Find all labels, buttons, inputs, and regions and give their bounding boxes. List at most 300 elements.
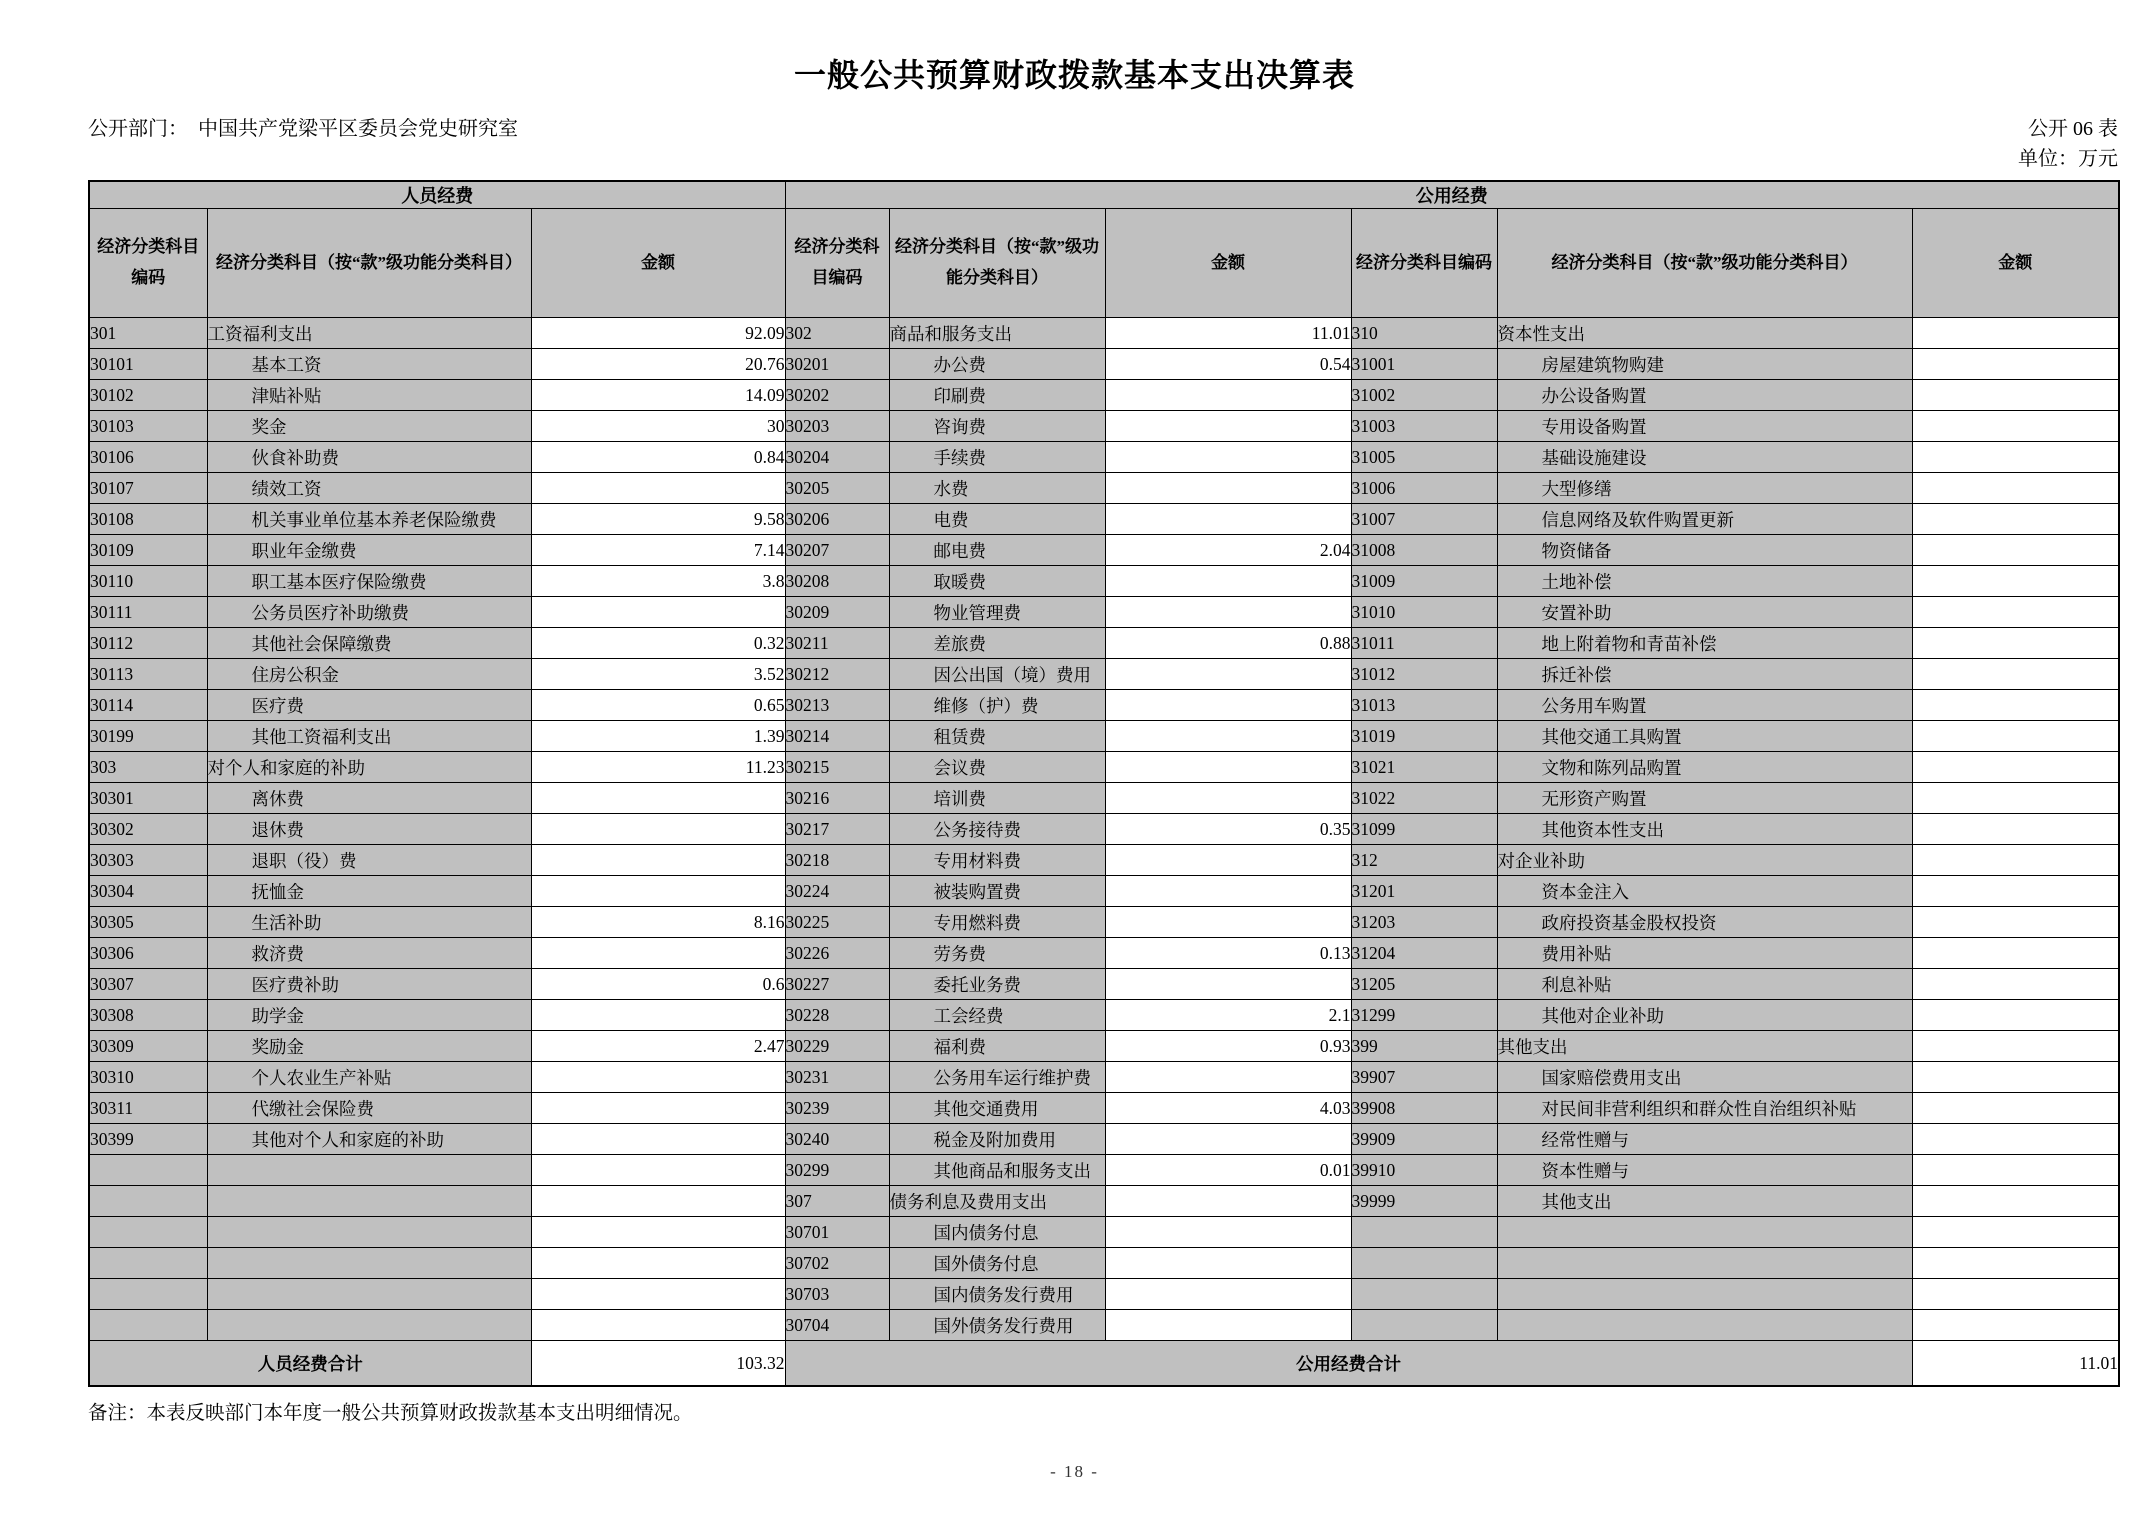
group-header-public: 公用经费 [785, 181, 2119, 209]
amount-cell: 30 [531, 411, 785, 442]
amount-cell [1912, 473, 2119, 504]
amount-cell: 0.93 [1105, 1031, 1351, 1062]
subject-cell: 安置补助 [1497, 597, 1912, 628]
amount-cell: 92.09 [531, 318, 785, 349]
table-row [89, 1310, 2119, 1341]
code-cell: 30301 [89, 783, 207, 814]
code-cell: 31204 [1351, 938, 1497, 969]
subject-cell [1497, 1310, 1912, 1341]
doc-info [2018, 114, 2118, 174]
amount-cell [1912, 411, 2119, 442]
code-cell [1351, 1217, 1497, 1248]
table-row [89, 1217, 2119, 1248]
amount-cell [1105, 659, 1351, 690]
code-cell: 31001 [1351, 349, 1497, 380]
code-cell: 30205 [785, 473, 889, 504]
subject-cell: 其他交通工具购置 [1497, 721, 1912, 752]
code-cell: 30309 [89, 1031, 207, 1062]
code-cell: 30311 [89, 1093, 207, 1124]
amount-cell [1105, 969, 1351, 1000]
table-row [89, 566, 2119, 597]
code-cell: 31003 [1351, 411, 1497, 442]
subject-cell: 其他支出 [1497, 1186, 1912, 1217]
amount-cell [1105, 907, 1351, 938]
amount-cell [531, 1279, 785, 1310]
subject-cell: 手续费 [889, 442, 1105, 473]
subject-cell: 代缴社会保险费 [207, 1093, 531, 1124]
subject-cell: 对个人和家庭的补助 [207, 752, 531, 783]
code-cell: 30211 [785, 628, 889, 659]
subject-cell: 国家赔偿费用支出 [1497, 1062, 1912, 1093]
code-cell: 31201 [1351, 876, 1497, 907]
amount-cell [1912, 845, 2119, 876]
amount-cell [1105, 1310, 1351, 1341]
amount-cell [531, 1310, 785, 1341]
subject-cell: 住房公积金 [207, 659, 531, 690]
code-cell: 30101 [89, 349, 207, 380]
subject-cell: 基本工资 [207, 349, 531, 380]
code-cell [89, 1279, 207, 1310]
amount-cell [1105, 876, 1351, 907]
subject-cell [207, 1155, 531, 1186]
subject-cell: 劳务费 [889, 938, 1105, 969]
amount-cell: 0.65 [531, 690, 785, 721]
subject-cell: 工会经费 [889, 1000, 1105, 1031]
code-cell: 30113 [89, 659, 207, 690]
code-cell: 30110 [89, 566, 207, 597]
code-cell: 30226 [785, 938, 889, 969]
amount-cell: 1.39 [531, 721, 785, 752]
amount-cell [1912, 1155, 2119, 1186]
subject-cell: 电费 [889, 504, 1105, 535]
subject-cell [1497, 1279, 1912, 1310]
subject-cell: 国外债务付息 [889, 1248, 1105, 1279]
subject-cell: 其他对企业补助 [1497, 1000, 1912, 1031]
code-cell: 31011 [1351, 628, 1497, 659]
subject-cell: 退职（役）费 [207, 845, 531, 876]
subject-cell: 资本性赠与 [1497, 1155, 1912, 1186]
amount-cell [531, 473, 785, 504]
subject-cell: 基础设施建设 [1497, 442, 1912, 473]
amount-cell: 2.04 [1105, 535, 1351, 566]
amount-cell [1912, 1279, 2119, 1310]
code-cell: 30229 [785, 1031, 889, 1062]
amount-cell [1912, 318, 2119, 349]
code-cell: 30308 [89, 1000, 207, 1031]
code-cell: 30228 [785, 1000, 889, 1031]
amount-cell: 11.23 [531, 752, 785, 783]
subject-cell: 大型修缮 [1497, 473, 1912, 504]
subject-cell: 物业管理费 [889, 597, 1105, 628]
amount-cell [531, 597, 785, 628]
code-cell: 30216 [785, 783, 889, 814]
amount-cell: 0.13 [1105, 938, 1351, 969]
subject-cell [1497, 1217, 1912, 1248]
amount-cell [531, 783, 785, 814]
subject-cell: 国内债务发行费用 [889, 1279, 1105, 1310]
subject-cell: 工资福利支出 [207, 318, 531, 349]
table-row [89, 1155, 2119, 1186]
subject-cell: 印刷费 [889, 380, 1105, 411]
code-cell: 30702 [785, 1248, 889, 1279]
table-row [89, 876, 2119, 907]
table-row [89, 1031, 2119, 1062]
subject-cell: 取暖费 [889, 566, 1105, 597]
subject-cell: 退休费 [207, 814, 531, 845]
code-cell: 39908 [1351, 1093, 1497, 1124]
amount-cell [1105, 1186, 1351, 1217]
subject-cell: 债务利息及费用支出 [889, 1186, 1105, 1217]
subject-cell: 经常性赠与 [1497, 1124, 1912, 1155]
code-cell: 30305 [89, 907, 207, 938]
subject-cell: 公务用车购置 [1497, 690, 1912, 721]
amount-cell [1105, 1279, 1351, 1310]
subject-cell: 因公出国（境）费用 [889, 659, 1105, 690]
subject-cell: 津贴补贴 [207, 380, 531, 411]
subject-cell [207, 1186, 531, 1217]
code-cell: 30306 [89, 938, 207, 969]
code-cell: 31021 [1351, 752, 1497, 783]
table-row [89, 380, 2119, 411]
subject-cell: 资本金注入 [1497, 876, 1912, 907]
table-row [89, 628, 2119, 659]
code-cell [89, 1310, 207, 1341]
code-cell: 307 [785, 1186, 889, 1217]
amount-cell [1912, 690, 2119, 721]
subject-cell: 其他交通费用 [889, 1093, 1105, 1124]
amount-cell [531, 814, 785, 845]
table-row [89, 411, 2119, 442]
table-row [89, 535, 2119, 566]
code-cell: 31022 [1351, 783, 1497, 814]
subject-cell: 委托业务费 [889, 969, 1105, 1000]
col-header-subject-2: 经济分类科目（按“款”级功能分类科目） [889, 209, 1105, 318]
code-cell: 30203 [785, 411, 889, 442]
public-total-amount: 11.01 [1912, 1341, 2119, 1387]
code-cell: 30303 [89, 845, 207, 876]
amount-cell [1105, 1062, 1351, 1093]
code-cell: 30701 [785, 1217, 889, 1248]
subject-cell: 国外债务发行费用 [889, 1310, 1105, 1341]
subject-cell: 租赁费 [889, 721, 1105, 752]
amount-cell [1105, 752, 1351, 783]
amount-cell [1912, 1248, 2119, 1279]
subject-cell: 商品和服务支出 [889, 318, 1105, 349]
code-cell: 30107 [89, 473, 207, 504]
code-cell: 31010 [1351, 597, 1497, 628]
subject-cell [207, 1279, 531, 1310]
amount-cell [1105, 411, 1351, 442]
code-cell [89, 1155, 207, 1186]
code-cell: 301 [89, 318, 207, 349]
group-header-personnel: 人员经费 [89, 181, 785, 209]
amount-cell [1912, 721, 2119, 752]
amount-cell [1105, 721, 1351, 752]
code-cell: 30202 [785, 380, 889, 411]
code-cell [1351, 1248, 1497, 1279]
subject-cell: 其他商品和服务支出 [889, 1155, 1105, 1186]
amount-cell [1912, 1217, 2119, 1248]
subject-cell: 生活补助 [207, 907, 531, 938]
subject-cell: 职业年金缴费 [207, 535, 531, 566]
subject-cell: 房屋建筑物购建 [1497, 349, 1912, 380]
amount-cell: 4.03 [1105, 1093, 1351, 1124]
code-cell: 31008 [1351, 535, 1497, 566]
code-cell: 30227 [785, 969, 889, 1000]
code-cell: 30240 [785, 1124, 889, 1155]
code-cell [89, 1248, 207, 1279]
subject-cell: 奖励金 [207, 1031, 531, 1062]
subject-cell: 拆迁补偿 [1497, 659, 1912, 690]
table-row [89, 659, 2119, 690]
col-header-amount-2: 金额 [1105, 209, 1351, 318]
code-cell: 30225 [785, 907, 889, 938]
subject-cell [207, 1310, 531, 1341]
amount-cell [1912, 969, 2119, 1000]
amount-cell [1105, 690, 1351, 721]
subject-cell: 其他资本性支出 [1497, 814, 1912, 845]
subject-cell: 抚恤金 [207, 876, 531, 907]
amount-cell [1912, 752, 2119, 783]
subject-cell: 维修（护）费 [889, 690, 1105, 721]
subject-cell: 其他支出 [1497, 1031, 1912, 1062]
table-row [89, 752, 2119, 783]
table-row [89, 1186, 2119, 1217]
expenditure-table [88, 180, 2120, 1387]
amount-cell: 2.1 [1105, 1000, 1351, 1031]
department-label: 公开部门： [88, 118, 188, 140]
amount-cell [1912, 628, 2119, 659]
subject-cell: 伙食补助费 [207, 442, 531, 473]
code-cell [89, 1217, 207, 1248]
amount-cell [531, 1124, 785, 1155]
table-row [89, 1062, 2119, 1093]
amount-cell [1912, 876, 2119, 907]
amount-cell [531, 1186, 785, 1217]
code-cell: 31012 [1351, 659, 1497, 690]
code-cell: 30231 [785, 1062, 889, 1093]
department-value: 中国共产党梁平区委员会党史研究室 [198, 118, 518, 140]
amount-cell [1105, 380, 1351, 411]
code-cell: 31006 [1351, 473, 1497, 504]
column-header-row [89, 209, 2119, 318]
col-header-amount-3: 金额 [1912, 209, 2119, 318]
subject-cell: 救济费 [207, 938, 531, 969]
table-row [89, 1248, 2119, 1279]
amount-cell [1912, 1310, 2119, 1341]
group-header-row [89, 181, 2119, 209]
code-cell: 30703 [785, 1279, 889, 1310]
amount-cell [1105, 1248, 1351, 1279]
col-header-subject-1: 经济分类科目（按“款”级功能分类科目） [207, 209, 531, 318]
code-cell: 30214 [785, 721, 889, 752]
meta-row [88, 114, 2118, 174]
amount-cell [1912, 1000, 2119, 1031]
code-cell [89, 1186, 207, 1217]
subject-cell: 文物和陈列品购置 [1497, 752, 1912, 783]
amount-cell: 0.84 [531, 442, 785, 473]
subject-cell: 其他对个人和家庭的补助 [207, 1124, 531, 1155]
subject-cell: 专用燃料费 [889, 907, 1105, 938]
subject-cell: 对企业补助 [1497, 845, 1912, 876]
amount-cell: 7.14 [531, 535, 785, 566]
code-cell: 31019 [1351, 721, 1497, 752]
amount-cell [1912, 938, 2119, 969]
subject-cell: 会议费 [889, 752, 1105, 783]
subject-cell: 绩效工资 [207, 473, 531, 504]
code-cell: 31205 [1351, 969, 1497, 1000]
amount-cell [1912, 659, 2119, 690]
code-cell: 30304 [89, 876, 207, 907]
code-cell: 30108 [89, 504, 207, 535]
code-cell: 39907 [1351, 1062, 1497, 1093]
code-cell: 31013 [1351, 690, 1497, 721]
code-cell: 30224 [785, 876, 889, 907]
amount-cell [531, 1000, 785, 1031]
table-row [89, 597, 2119, 628]
amount-cell [1912, 566, 2119, 597]
code-cell: 303 [89, 752, 207, 783]
subject-cell: 利息补贴 [1497, 969, 1912, 1000]
table-row [89, 845, 2119, 876]
personnel-total-amount: 103.32 [531, 1341, 785, 1387]
subject-cell: 资本性支出 [1497, 318, 1912, 349]
amount-cell [1105, 783, 1351, 814]
col-header-subject-3: 经济分类科目（按“款”级功能分类科目） [1497, 209, 1912, 318]
code-cell: 39909 [1351, 1124, 1497, 1155]
subject-cell: 信息网络及软件购置更新 [1497, 504, 1912, 535]
subject-cell: 对民间非营利组织和群众性自治组织补贴 [1497, 1093, 1912, 1124]
code-cell: 30213 [785, 690, 889, 721]
table-row [89, 1124, 2119, 1155]
personnel-total-label: 人员经费合计 [89, 1341, 531, 1387]
code-cell: 30206 [785, 504, 889, 535]
amount-cell [1912, 1186, 2119, 1217]
code-cell: 30207 [785, 535, 889, 566]
subject-cell: 土地补偿 [1497, 566, 1912, 597]
subject-cell: 专用设备购置 [1497, 411, 1912, 442]
subject-cell: 水费 [889, 473, 1105, 504]
table-row [89, 907, 2119, 938]
code-cell: 30102 [89, 380, 207, 411]
subject-cell: 职工基本医疗保险缴费 [207, 566, 531, 597]
table-row [89, 690, 2119, 721]
table-row [89, 814, 2119, 845]
table-row [89, 349, 2119, 380]
code-cell: 30106 [89, 442, 207, 473]
subject-cell [207, 1248, 531, 1279]
publishing-department [88, 114, 538, 144]
amount-cell [1912, 907, 2119, 938]
table-row [89, 318, 2119, 349]
table-body [89, 318, 2119, 1341]
code-cell: 31299 [1351, 1000, 1497, 1031]
amount-cell: 0.35 [1105, 814, 1351, 845]
amount-cell [1912, 1093, 2119, 1124]
code-cell: 31007 [1351, 504, 1497, 535]
code-cell: 30704 [785, 1310, 889, 1341]
code-cell: 30215 [785, 752, 889, 783]
amount-cell [1912, 597, 2119, 628]
subject-cell: 公务用车运行维护费 [889, 1062, 1105, 1093]
amount-cell [1105, 1217, 1351, 1248]
table-row [89, 1000, 2119, 1031]
subject-cell: 办公设备购置 [1497, 380, 1912, 411]
subject-cell: 费用补贴 [1497, 938, 1912, 969]
code-cell: 39999 [1351, 1186, 1497, 1217]
code-cell: 31002 [1351, 380, 1497, 411]
amount-cell [1105, 442, 1351, 473]
code-cell: 31005 [1351, 442, 1497, 473]
code-cell: 30103 [89, 411, 207, 442]
col-header-code-1: 经济分类科目编码 [89, 209, 207, 318]
amount-cell: 11.01 [1105, 318, 1351, 349]
amount-cell: 14.09 [531, 380, 785, 411]
subject-cell: 税金及附加费用 [889, 1124, 1105, 1155]
table-code: 公开 06 表 [2028, 118, 2118, 140]
amount-cell: 3.52 [531, 659, 785, 690]
remark-note: 备注：本表反映部门本年度一般公共预算财政拨款基本支出明细情况。 [88, 1403, 693, 1424]
code-cell: 31203 [1351, 907, 1497, 938]
code-cell: 399 [1351, 1031, 1497, 1062]
table-row [89, 721, 2119, 752]
subject-cell: 国内债务付息 [889, 1217, 1105, 1248]
code-cell: 30212 [785, 659, 889, 690]
code-cell [1351, 1279, 1497, 1310]
amount-cell [1912, 1124, 2119, 1155]
table-row [89, 504, 2119, 535]
code-cell [1351, 1310, 1497, 1341]
code-cell: 30201 [785, 349, 889, 380]
code-cell: 30204 [785, 442, 889, 473]
subject-cell: 公务员医疗补助缴费 [207, 597, 531, 628]
subject-cell: 邮电费 [889, 535, 1105, 566]
code-cell: 302 [785, 318, 889, 349]
subject-cell: 培训费 [889, 783, 1105, 814]
totals-row [89, 1341, 2119, 1387]
table-row [89, 1093, 2119, 1124]
amount-cell [1105, 1124, 1351, 1155]
amount-cell [1912, 1031, 2119, 1062]
table-row [89, 442, 2119, 473]
subject-cell [1497, 1248, 1912, 1279]
amount-cell: 0.01 [1105, 1155, 1351, 1186]
subject-cell: 物资储备 [1497, 535, 1912, 566]
amount-cell [1105, 845, 1351, 876]
amount-cell [1105, 566, 1351, 597]
amount-cell [1912, 349, 2119, 380]
subject-cell: 被装购置费 [889, 876, 1105, 907]
code-cell: 30109 [89, 535, 207, 566]
subject-cell: 其他社会保障缴费 [207, 628, 531, 659]
amount-cell [1912, 442, 2119, 473]
unit-label: 单位：万元 [2018, 148, 2118, 170]
amount-cell [531, 1217, 785, 1248]
code-cell: 30114 [89, 690, 207, 721]
code-cell: 30307 [89, 969, 207, 1000]
code-cell: 30199 [89, 721, 207, 752]
code-cell: 30218 [785, 845, 889, 876]
page-title: 一般公共预算财政拨款基本支出决算表 [793, 57, 1355, 93]
subject-cell: 地上附着物和青苗补偿 [1497, 628, 1912, 659]
amount-cell [531, 845, 785, 876]
subject-cell: 政府投资基金股权投资 [1497, 907, 1912, 938]
subject-cell: 机关事业单位基本养老保险缴费 [207, 504, 531, 535]
amount-cell: 2.47 [531, 1031, 785, 1062]
amount-cell [1105, 597, 1351, 628]
amount-cell [1912, 535, 2119, 566]
amount-cell: 0.88 [1105, 628, 1351, 659]
